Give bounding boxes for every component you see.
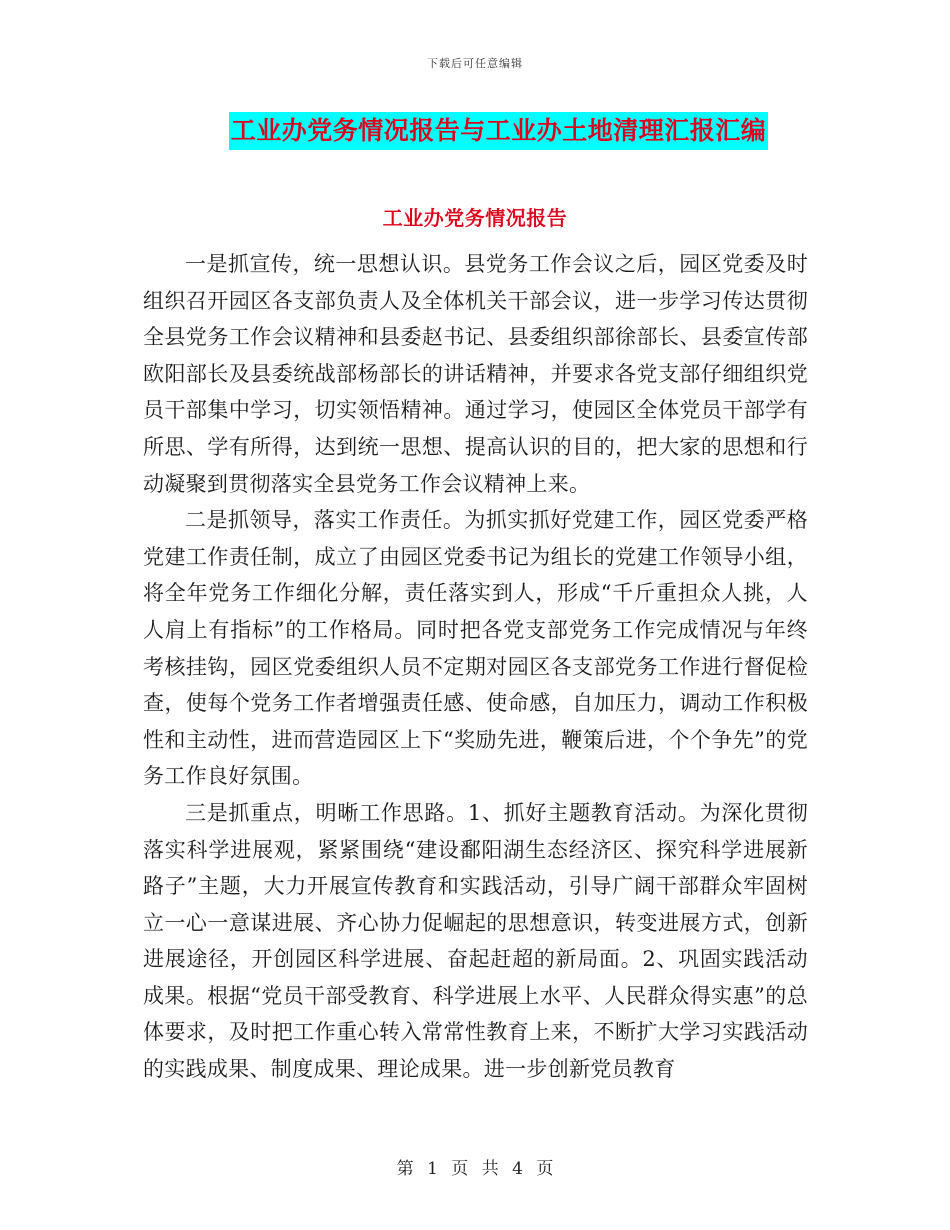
- main-title: 工业办党务情况报告与工业办土地清理汇报汇编: [229, 112, 769, 150]
- header-note: 下载后可任意编辑: [427, 57, 523, 70]
- document-body: [143, 246, 808, 1088]
- paragraph-1: 一是抓宣传，统一思想认识。县党务工作会议之后，园区党委及时组织召开园区各支部负责人及全体机关干部会议，进一步学习传达贯彻全县党务工作会议精神和县委赵书记、县委组织部徐部长、县委宣传部欧阳部长及县委统战部杨部长的讲话精神，并要求各党支部仔细组织党员干部集中学习，切实领悟精神。通过学习，使园区全体党员干部学有所思、学有所得，达到统一思想、提高认识的目的，把大家的思想和行动凝聚到贯彻落实全县党务工作会议精神上来。: [143, 252, 808, 496]
- paragraph-2: 二是抓领导，落实工作责任。为抓实抓好党建工作，园区党委严格党建工作责任制，成立了由园区党委书记为组长的党建工作领导小组，将全年党务工作细化分解，责任落实到人，形成“千斤重担众人挑，人人肩上有指标”的工作格局。同时把各党支部党务工作完成情况与年终考核挂钩，园区党委组织人员不定期对园区各支部党务工作进行督促检查，使每个党务工作者增强责任感、使命感，自加压力，调动工作积极性和主动性，进而营造园区上下“奖励先进，鞭策后进，个个争先”的党务工作良好氛围。: [143, 508, 808, 789]
- main-title-container: [0, 112, 950, 150]
- page-number-footer: 第 1 页 共 4 页: [396, 1159, 554, 1179]
- section-title: 工业办党务情况报告: [382, 206, 568, 230]
- paragraph-3: 三是抓重点，明晰工作思路。1、抓好主题教育活动。为深化贯彻落实科学进展观，紧紧围绕“建设鄱阳湖生态经济区、探究科学进展新路子”主题，大力开展宣传教育和实践活动，引导广阔干部群众牢固树立一心一意谋进展、齐心协力促崛起的思想意识，转变进展方式，创新进展途径，开创园区科学进展、奋起赶超的新局面。2、巩固实践活动成果。根据“党员干部受教育、科学进展上水平、人民群众得实惠”的总体要求，及时把工作重心转入常常性教育上来，不断扩大学习实践活动的实践成果、制度成果、理论成果。进一步创新党员教育: [143, 800, 808, 1082]
